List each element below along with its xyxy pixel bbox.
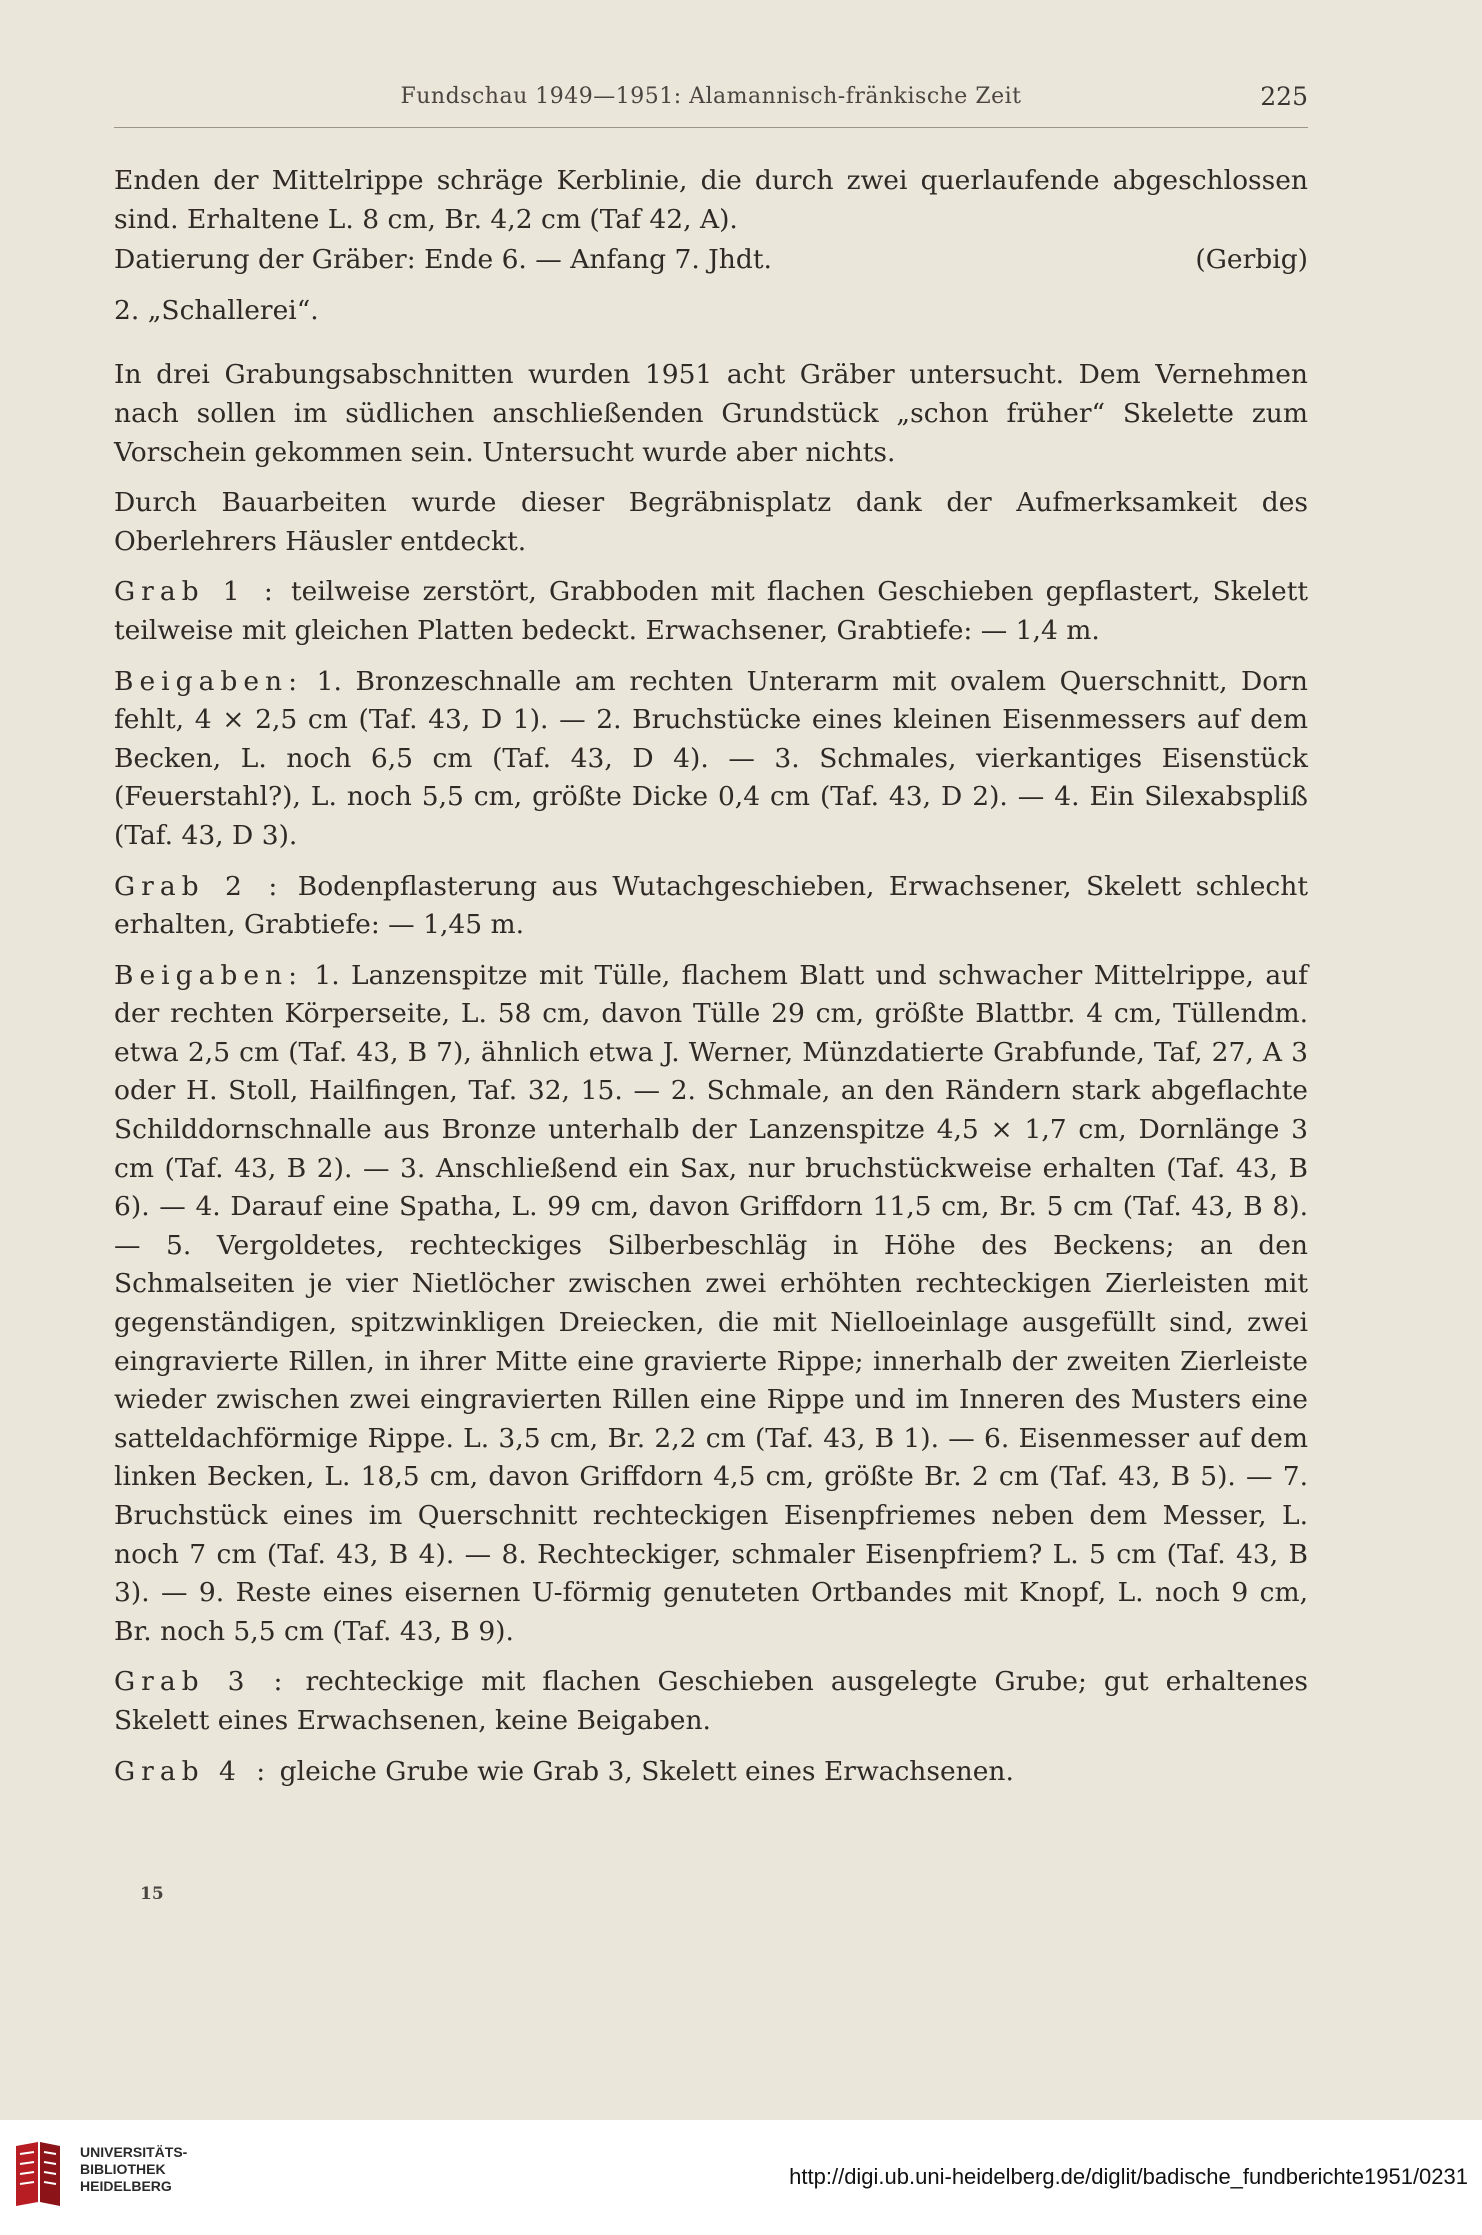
section-heading: 2. „Schallerei“. [114, 294, 319, 326]
permalink-url[interactable]: http://digi.ub.uni-heidelberg.de/diglit/badische_fundberichte1951/0231 [789, 2164, 1468, 2189]
grab-2-entry [114, 868, 1308, 945]
digitization-footer [0, 2120, 1482, 2235]
beigaben-2-text: 1. Lanzenspitze mit Tülle, flachem Blatt und schwacher Mittelrippe, auf der rechten Körperseite, L. 58 cm, davon Tülle 29 cm, größte Blattbr. 4 cm, Tüllendm. etwa 2,5 cm (Taf. 43, B 7), ähnlich etwa J. Werner, Münzdatierte Grabfunde, Taf, 27, A 3 oder H. Stoll, Hailfingen, Taf. 32, 15. — 2. Schmale, an den Rändern stark abgeflachte Schilddornschnalle aus Bronze unterhalb der Lanzenspitze 4,5 × 1,7 cm, Dornlänge 3 cm (Taf. 43, B 2). — 3. Anschließend ein Sax, nur bruchstückweise erhalten (Taf. 43, B 6). — 4. Darauf eine Spatha, L. 99 cm, davon Griffdorn 11,5 cm, Br. 5 cm (Taf. 43, B 8). — 5. Vergoldetes, rechteckiges Silberbeschläg in Höhe des Beckens; an den Schmalseiten je vier Nietlöcher zwischen zwei erhöhten rechteckigen Zierleisten mit gegenständigen, spitzwinkligen Dreiecken, die mit Nielloeinlage ausgefüllt sind, zwei eingravierte Rillen, in ihrer Mitte eine gravierte Rippe; innerhalb der zweiten Zierleiste wieder zwischen zwei eingravierten Rillen eine Rippe und im Inneren des Musters eine satteldachförmige Rippe. L. 3,5 cm, Br. 2,2 cm (Taf. 43, B 1). — 6. Eisenmesser auf dem linken Becken, L. 18,5 cm, davon Griffdorn 4,5 cm, größte Br. 2 cm (Taf. 43, B 5). — 7. Bruchstück eines im Querschnitt rechteckigen Eisenpfriemes neben dem Messer, L. noch 7 cm (Taf. 43, B 4). — 8. Rechteckiger, schmaler Eisenpfriem? L. 5 cm (Taf. 43, B 3). — 9. Reste eines eisernen U-förmig genuteten Ortbandes mit Knopf, L. noch 9 cm, Br. noch 5,5 cm (Taf. 43, B 9). [114, 959, 1308, 1647]
dating-line [114, 241, 1308, 280]
beigaben-1-text: 1. Bronzeschnalle am rechten Unterarm mit ovalem Querschnitt, Dorn fehlt, 4 × 2,5 cm (Taf. 43, D 1). — 2. Bruchstücke eines kleinen Eisenmessers auf dem Becken, L. noch 6,5 cm (Taf. 43, D 4). — 3. Schmales, vierkantiges Eisenstück (Feuerstahl?), L. noch 5,5 cm, größte Dicke 0,4 cm (Taf. 43, D 2). — 4. Ein Silexabspliß (Taf. 43, D 3). [114, 665, 1308, 851]
grab-1-text: teilweise zerstört, Grabboden mit flachen Geschieben gepflastert, Skelett teilweise mit gleichen Platten bedeckt. Erwachsener, Grabtiefe: — 1,4 m. [114, 576, 1308, 646]
paragraph-intro: In drei Grabungsabschnitten wurden 1951 acht Gräber untersucht. Dem Vernehmen nach sollen im südlichen anschließenden Grundstück „schon früher“ Skelette zum Vorschein gekommen sein. Untersucht wurde aber nichts. [114, 359, 1308, 468]
beigaben-2-entry [114, 957, 1308, 1652]
body-text [114, 162, 1308, 1803]
grab-3-entry [114, 1663, 1308, 1740]
library-logo-icon [12, 2140, 64, 2208]
grab-1-entry [114, 573, 1308, 650]
library-line-2: BIBLIOTHEK [80, 2161, 166, 2177]
beigaben-2-label: Beigaben: [114, 959, 304, 991]
grab-3-text: rechteckige mit flachen Geschieben ausgelegte Grube; gut erhaltenes Skelett eines Erwachsenen, keine Beigaben. [114, 1666, 1308, 1736]
running-head [114, 84, 1308, 124]
paragraph-continuation: Enden der Mittelrippe schräge Kerblinie, die durch zwei querlaufende abgeschlossen sind. Erhaltene L. 8 cm, Br. 4,2 cm (Taf 42, A). [114, 165, 1308, 235]
page-number: 225 [1260, 82, 1308, 111]
dating-author: (Gerbig) [1195, 244, 1308, 276]
header-rule [114, 127, 1308, 128]
grab-4-text: gleiche Grube wie Grab 3, Skelett eines Erwachsenen. [271, 1755, 1014, 1787]
library-line-1: UNIVERSITÄTS- [80, 2144, 188, 2160]
grab-2-text: Bodenpflasterung aus Wutachgeschieben, Erwachsener, Skelett schlecht erhalten, Grabtiefe: — 1,45 m. [114, 870, 1308, 941]
grab-2-label: Grab 2 : [114, 870, 284, 902]
grab-4-label: Grab 4 : [114, 1755, 272, 1787]
grab-3-label: Grab 3 : [114, 1666, 289, 1698]
paragraph-discovery: Durch Bauarbeiten wurde dieser Begräbnisplatz dank der Aufmerksamkeit des Oberlehrers Häusler entdeckt. [114, 487, 1308, 557]
dating-text: Datierung der Gräber: Ende 6. — Anfang 7. Jhdt. [114, 244, 772, 276]
beigaben-1-entry [114, 663, 1308, 856]
running-title: Fundschau 1949—1951: Alamannisch-fränkische Zeit [400, 84, 1022, 109]
grab-4-entry [114, 1753, 1308, 1792]
signature-mark: 15 [140, 1884, 164, 1904]
beigaben-1-label: Beigaben: [114, 665, 304, 697]
library-line-3: HEIDELBERG [80, 2178, 172, 2194]
grab-1-label: Grab 1 : [114, 576, 279, 608]
library-name [80, 2144, 187, 2195]
